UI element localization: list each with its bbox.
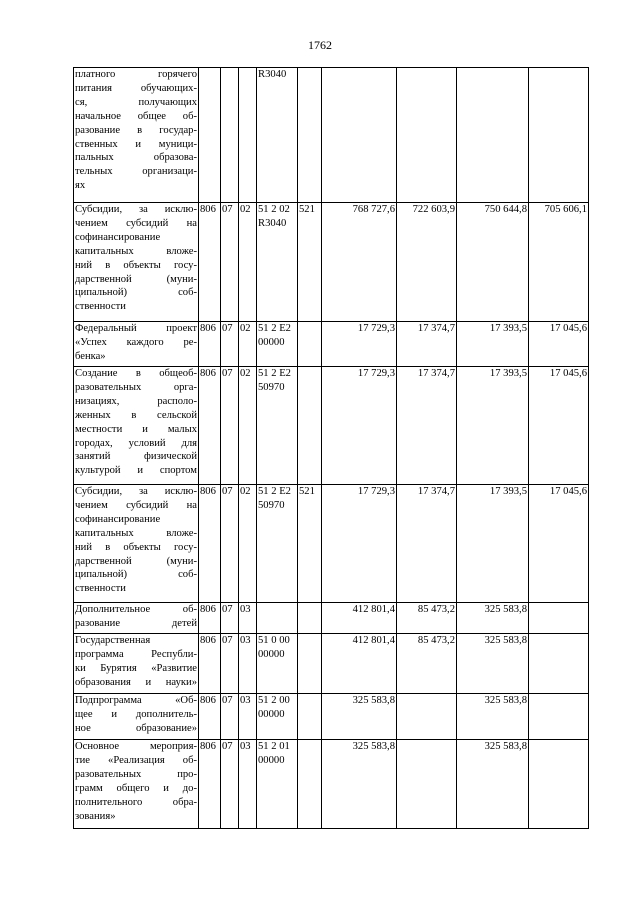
amount-col-2: 722 603,9	[397, 203, 457, 322]
ministry-code: 806	[199, 485, 221, 603]
row-name: Создание в общеоб- разовательных орга- низациях, располо- женных в сельской местности и малых городах, условий для занятий физической культурой и спортом	[74, 367, 199, 485]
ministry-code: 806	[199, 322, 221, 367]
amount-col-3: 325 583,8	[457, 603, 529, 634]
row-name: Субсидии, за исклю- чением субсидий на софинансирование капитальных вложе- ний в объекты госу- дарственной (муни- ципальной) соб- ственности	[74, 485, 199, 603]
ministry-code: 806	[199, 694, 221, 740]
table-row	[74, 603, 589, 634]
amount-col-4	[529, 68, 589, 203]
amount-col-4	[529, 694, 589, 740]
row-name: платного горячего питания обучающих- ся, получающих начальное общее об- разование в государ- ственных и муници- пальных образова- тельных организаци- ях	[74, 68, 199, 203]
amount-col-1: 17 729,3	[322, 367, 397, 485]
table-row	[74, 322, 589, 367]
amount-col-2	[397, 68, 457, 203]
expense-code: 521	[298, 203, 322, 322]
amount-col-3	[457, 68, 529, 203]
amount-col-1: 412 801,4	[322, 603, 397, 634]
section-code: 07	[221, 367, 239, 485]
target-code: 51 0 00 00000	[257, 634, 298, 694]
ministry-code: 806	[199, 634, 221, 694]
target-code	[257, 603, 298, 634]
amount-col-3: 17 393,5	[457, 485, 529, 603]
subsection-code: 03	[239, 694, 257, 740]
amount-col-2: 17 374,7	[397, 367, 457, 485]
section-code	[221, 68, 239, 203]
amount-col-4: 17 045,6	[529, 367, 589, 485]
section-code: 07	[221, 485, 239, 603]
table-row	[74, 740, 589, 829]
section-code: 07	[221, 203, 239, 322]
ministry-code: 806	[199, 740, 221, 829]
amount-col-2: 17 374,7	[397, 485, 457, 603]
row-name: Подпрограмма «Об- щее и дополнитель- ное образование»	[74, 694, 199, 740]
amount-col-4: 17 045,6	[529, 322, 589, 367]
table-row	[74, 367, 589, 485]
section-code: 07	[221, 634, 239, 694]
budget-table-body	[74, 68, 589, 829]
target-code: 51 2 01 00000	[257, 740, 298, 829]
expense-code	[298, 322, 322, 367]
subsection-code: 02	[239, 485, 257, 603]
section-code: 07	[221, 694, 239, 740]
amount-col-4	[529, 740, 589, 829]
expense-code	[298, 740, 322, 829]
target-code: 51 2 00 00000	[257, 694, 298, 740]
expense-code	[298, 367, 322, 485]
amount-col-3: 325 583,8	[457, 694, 529, 740]
target-code: 51 2 Е2 50970	[257, 485, 298, 603]
amount-col-2	[397, 694, 457, 740]
budget-table	[73, 67, 589, 829]
amount-col-1: 325 583,8	[322, 694, 397, 740]
expense-code	[298, 634, 322, 694]
table-row	[74, 634, 589, 694]
target-code: 51 2 02 R3040	[257, 203, 298, 322]
amount-col-2: 85 473,2	[397, 634, 457, 694]
row-name: Государственная программа Республи- ки Бурятия «Развитие образования и науки»	[74, 634, 199, 694]
ministry-code: 806	[199, 603, 221, 634]
target-code: 51 2 Е2 00000	[257, 322, 298, 367]
amount-col-4	[529, 603, 589, 634]
section-code: 07	[221, 603, 239, 634]
row-name: Федеральный проект «Успех каждого ре- бенка»	[74, 322, 199, 367]
row-name: Субсидии, за исклю- чением субсидий на софинансирование капитальных вложе- ний в объекты госу- дарственной (муни- ципальной) соб- ственности	[74, 203, 199, 322]
expense-code	[298, 603, 322, 634]
amount-col-1: 412 801,4	[322, 634, 397, 694]
subsection-code: 02	[239, 203, 257, 322]
subsection-code: 03	[239, 634, 257, 694]
amount-col-3: 325 583,8	[457, 740, 529, 829]
expense-code: 521	[298, 485, 322, 603]
amount-col-4: 17 045,6	[529, 485, 589, 603]
section-code: 07	[221, 740, 239, 829]
expense-code	[298, 68, 322, 203]
amount-col-1	[322, 68, 397, 203]
section-code: 07	[221, 322, 239, 367]
amount-col-1: 17 729,3	[322, 485, 397, 603]
subsection-code: 03	[239, 603, 257, 634]
ministry-code	[199, 68, 221, 203]
amount-col-4	[529, 634, 589, 694]
amount-col-1: 325 583,8	[322, 740, 397, 829]
amount-col-3: 750 644,8	[457, 203, 529, 322]
expense-code	[298, 694, 322, 740]
amount-col-3: 17 393,5	[457, 322, 529, 367]
row-name: Основное мероприя- тие «Реализация об- разовательных про- грамм общего и до- полнительного обра- зования»	[74, 740, 199, 829]
amount-col-1: 17 729,3	[322, 322, 397, 367]
table-row	[74, 485, 589, 603]
page-number: 1762	[308, 38, 332, 52]
target-code: R3040	[257, 68, 298, 203]
amount-col-4: 705 606,1	[529, 203, 589, 322]
amount-col-3: 325 583,8	[457, 634, 529, 694]
row-name: Дополнительное об- разование детей	[74, 603, 199, 634]
amount-col-2	[397, 740, 457, 829]
table-row	[74, 68, 589, 203]
subsection-code	[239, 68, 257, 203]
table-row	[74, 203, 589, 322]
table-row	[74, 694, 589, 740]
subsection-code: 02	[239, 322, 257, 367]
amount-col-2: 17 374,7	[397, 322, 457, 367]
target-code: 51 2 Е2 50970	[257, 367, 298, 485]
amount-col-1: 768 727,6	[322, 203, 397, 322]
amount-col-3: 17 393,5	[457, 367, 529, 485]
subsection-code: 02	[239, 367, 257, 485]
subsection-code: 03	[239, 740, 257, 829]
ministry-code: 806	[199, 203, 221, 322]
ministry-code: 806	[199, 367, 221, 485]
amount-col-2: 85 473,2	[397, 603, 457, 634]
